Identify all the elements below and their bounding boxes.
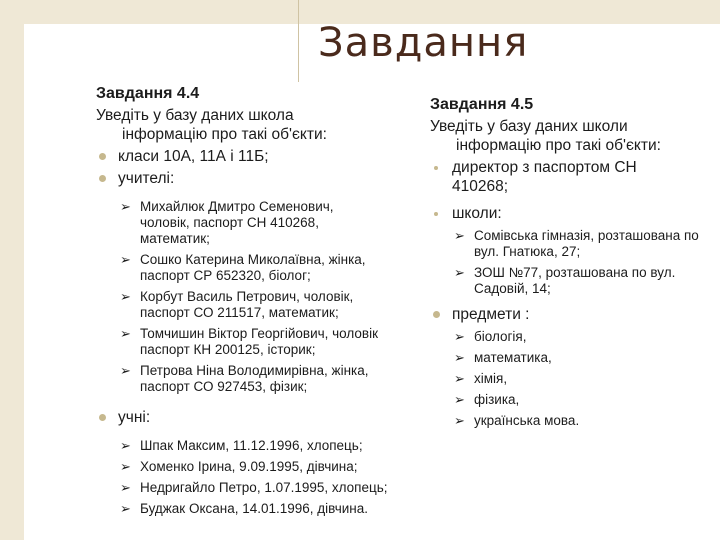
arrow-bullet-icon: ➢ <box>120 200 131 215</box>
teacher-line: Томчишин Віктор Георгійович, чоловік <box>140 326 379 341</box>
arrow-bullet-icon: ➢ <box>120 481 131 496</box>
list-item-director <box>430 158 715 196</box>
round-bullet-icon <box>99 175 106 182</box>
student-item <box>96 501 401 517</box>
arrow-bullet-icon: ➢ <box>454 330 465 345</box>
teacher-item <box>96 289 401 321</box>
list-item-subjects <box>430 305 715 324</box>
teacher-line: математик; <box>140 231 210 246</box>
student-line: Хоменко Ірина, 9.09.1995, дівчина; <box>140 459 358 474</box>
arrow-bullet-icon: ➢ <box>454 229 465 244</box>
subject-label: біологія, <box>474 329 527 344</box>
decorative-left-band <box>0 0 24 540</box>
student-item <box>96 459 401 475</box>
subject-label: математика, <box>474 350 552 365</box>
arrow-bullet-icon: ➢ <box>120 290 131 305</box>
list-item-text: 410268; <box>452 178 509 195</box>
list-item-text: директор з паспортом СН <box>452 159 637 176</box>
teacher-line: Сошко Катерина Миколаївна, жінка, <box>140 252 366 267</box>
round-bullet-icon <box>434 212 438 216</box>
arrow-bullet-icon: ➢ <box>454 414 465 429</box>
arrow-bullet-icon: ➢ <box>120 439 131 454</box>
school-item <box>430 265 715 297</box>
teacher-line: паспорт КН 200125, історик; <box>140 342 316 357</box>
task-4-5-column <box>430 95 715 429</box>
subject-label: фізика, <box>474 392 520 407</box>
teacher-line: Корбут Василь Петрович, чоловік, <box>140 289 354 304</box>
task-4-5-heading: Завдання 4.5 <box>430 96 534 113</box>
subject-item <box>430 371 715 387</box>
subject-label: українська мова. <box>474 413 580 428</box>
intro-line: інформацію про такі об'єкти: <box>456 137 661 154</box>
teacher-item <box>96 326 401 358</box>
intro-line: Уведіть у базу даних школа <box>96 107 294 124</box>
list-item-text: школи: <box>452 205 502 222</box>
arrow-bullet-icon: ➢ <box>120 253 131 268</box>
teacher-line: Петрова Ніна Володимирівна, жінка, <box>140 363 369 378</box>
subject-item <box>430 392 715 408</box>
subject-item <box>430 350 715 366</box>
school-line: Сомівська гімназія, розташована по <box>474 228 699 243</box>
arrow-bullet-icon: ➢ <box>120 502 131 517</box>
round-bullet-icon <box>434 166 438 170</box>
slide-title: Завдання <box>318 20 529 66</box>
subject-item <box>430 413 715 429</box>
student-line: Шпак Максим, 11.12.1996, хлопець; <box>140 438 363 453</box>
subject-label: хімія, <box>474 371 508 386</box>
list-item-classes <box>96 147 401 166</box>
arrow-bullet-icon: ➢ <box>120 327 131 342</box>
task-4-5-intro <box>430 117 715 155</box>
student-item <box>96 480 401 496</box>
list-item-text: учні: <box>118 409 151 426</box>
intro-line: Уведіть у базу даних школи <box>430 118 628 135</box>
subject-item <box>430 329 715 345</box>
teacher-item <box>96 252 401 284</box>
teacher-line: паспорт СО 927453, фізик; <box>140 379 308 394</box>
task-4-4-heading: Завдання 4.4 <box>96 85 200 102</box>
task-4-4-intro <box>96 106 401 144</box>
list-item-schools <box>430 204 715 223</box>
student-line: Буджак Оксана, 14.01.1996, дівчина. <box>140 501 369 516</box>
teacher-line: чоловік, паспорт СН 410268, <box>140 215 319 230</box>
task-4-4-column <box>96 84 401 517</box>
school-item <box>430 228 715 260</box>
list-item-text: предмети : <box>452 306 530 323</box>
list-item-text: класи 10А, 11А і 11Б; <box>118 148 269 165</box>
teacher-line: паспорт СР 652320, біолог; <box>140 268 311 283</box>
round-bullet-icon <box>433 311 440 318</box>
list-item-teachers <box>96 169 401 188</box>
arrow-bullet-icon: ➢ <box>454 372 465 387</box>
round-bullet-icon <box>99 414 106 421</box>
arrow-bullet-icon: ➢ <box>454 393 465 408</box>
teacher-item <box>96 199 401 247</box>
teacher-line: Михайлюк Дмитро Семенович, <box>140 199 334 214</box>
list-item-text: учителі: <box>118 170 175 187</box>
arrow-bullet-icon: ➢ <box>120 364 131 379</box>
school-line: Садовій, 14; <box>474 281 551 296</box>
arrow-bullet-icon: ➢ <box>120 460 131 475</box>
teacher-item <box>96 363 401 395</box>
intro-line: інформацію про такі об'єкти: <box>122 126 327 143</box>
arrow-bullet-icon: ➢ <box>454 266 465 281</box>
round-bullet-icon <box>99 153 106 160</box>
school-line: ЗОШ №77, розташована по вул. <box>474 265 676 280</box>
list-item-students <box>96 408 401 427</box>
student-item <box>96 438 401 454</box>
school-line: вул. Гнатюка, 27; <box>474 244 581 259</box>
student-line: Недригайло Петро, 1.07.1995, хлопець; <box>140 480 388 495</box>
arrow-bullet-icon: ➢ <box>454 351 465 366</box>
teacher-line: паспорт СО 211517, математик; <box>140 305 339 320</box>
decorative-divider-line <box>298 0 299 82</box>
